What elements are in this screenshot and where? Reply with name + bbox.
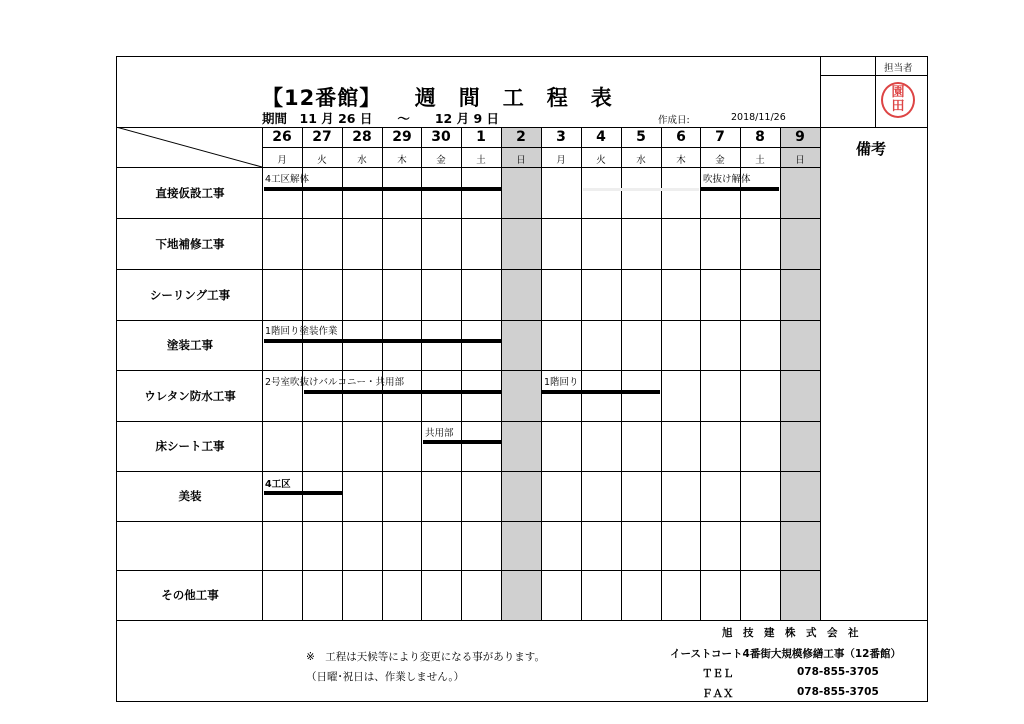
date-cell: 27 <box>312 129 332 145</box>
faint-bar <box>583 188 699 191</box>
date-cell: 8 <box>755 129 765 145</box>
name-seal-stamp <box>881 82 915 118</box>
project-name: イーストコート4番街大規模修繕工事（12番館） <box>670 648 901 660</box>
note-holidays: （日曜･祝日は、作業しません。） <box>306 671 465 683</box>
date-cell: 9 <box>795 129 805 145</box>
fax-label: ＦＡＸ <box>702 688 734 700</box>
date-cell: 2 <box>516 129 526 145</box>
row-label: 塗装工事 <box>167 338 213 352</box>
task-bar <box>264 339 502 343</box>
row-label: 美装 <box>178 489 202 503</box>
task-bar <box>304 390 502 394</box>
task-bar <box>542 390 660 394</box>
tel-number: 078-855-3705 <box>797 666 879 678</box>
seal-char-2: 田 <box>891 99 905 114</box>
row-label: ウレタン防水工事 <box>144 388 236 403</box>
row-label: 床シート工事 <box>155 439 225 453</box>
company-name: 旭 技 建 株 式 会 社 <box>722 627 859 639</box>
date-cell: 7 <box>715 129 725 145</box>
date-cell: 1 <box>476 129 486 145</box>
task-bar <box>423 440 502 444</box>
date-cell: 3 <box>556 129 566 145</box>
row-label: その他工事 <box>161 588 219 602</box>
corner-diagonal <box>116 127 262 167</box>
weekday-cell: 土 <box>755 155 765 166</box>
weekday-cell: 火 <box>317 155 327 166</box>
created-label: 作成日: <box>658 115 690 126</box>
weekday-cell: 木 <box>397 155 407 166</box>
date-cell: 29 <box>392 129 412 145</box>
task-label: 吹抜け解体 <box>703 174 751 185</box>
weekday-cell: 水 <box>636 155 646 166</box>
tantou-label: 担当者 <box>884 63 913 74</box>
row-label: 下地補修工事 <box>155 236 225 251</box>
date-cell: 30 <box>431 129 451 145</box>
date-cell: 6 <box>676 129 686 145</box>
task-label: 1階回り <box>544 377 579 388</box>
remarks-label: 備考 <box>856 140 887 158</box>
task-label: 4工区 <box>265 479 291 490</box>
task-bar <box>701 187 779 191</box>
date-cell: 5 <box>636 129 646 145</box>
task-label: 1階回り塗装作業 <box>265 326 338 337</box>
row-label: シーリング工事 <box>149 287 231 302</box>
page-title: 【12番館】 週 間 工 程 表 <box>262 86 613 110</box>
row-label: 直接仮設工事 <box>155 185 225 200</box>
date-cell: 26 <box>272 129 292 145</box>
weekday-cell: 水 <box>357 155 367 166</box>
weekday-cell: 日 <box>795 155 805 166</box>
task-bar <box>264 187 502 191</box>
weekday-cell: 月 <box>277 155 287 166</box>
task-label: 共用部 <box>425 428 454 439</box>
fax-number: 078-855-3705 <box>797 686 879 698</box>
weekday-cell: 火 <box>596 155 606 166</box>
weekday-cell: 木 <box>676 155 686 166</box>
weekday-cell: 月 <box>556 155 566 166</box>
date-cell: 4 <box>596 129 606 145</box>
task-label: 4工区解体 <box>265 174 310 185</box>
date-cell: 28 <box>352 129 372 145</box>
task-label: 2号室吹抜けバルコニー・共用部 <box>265 377 405 388</box>
weekday-cell: 金 <box>715 155 725 166</box>
weekday-cell: 土 <box>476 155 486 166</box>
weekday-cell: 日 <box>516 155 526 166</box>
period-text: 期間 11 月 26 日 ～ 12 月 9 日 <box>262 111 499 126</box>
seal-char-1: 園 <box>891 85 905 100</box>
weekday-cell: 金 <box>436 155 446 166</box>
created-date: 2018/11/26 <box>731 112 786 123</box>
tel-label: ＴＥＬ <box>702 668 734 680</box>
note-weather: ※ 工程は天候等により変更になる事があります。 <box>306 651 545 663</box>
task-bar <box>264 491 342 495</box>
